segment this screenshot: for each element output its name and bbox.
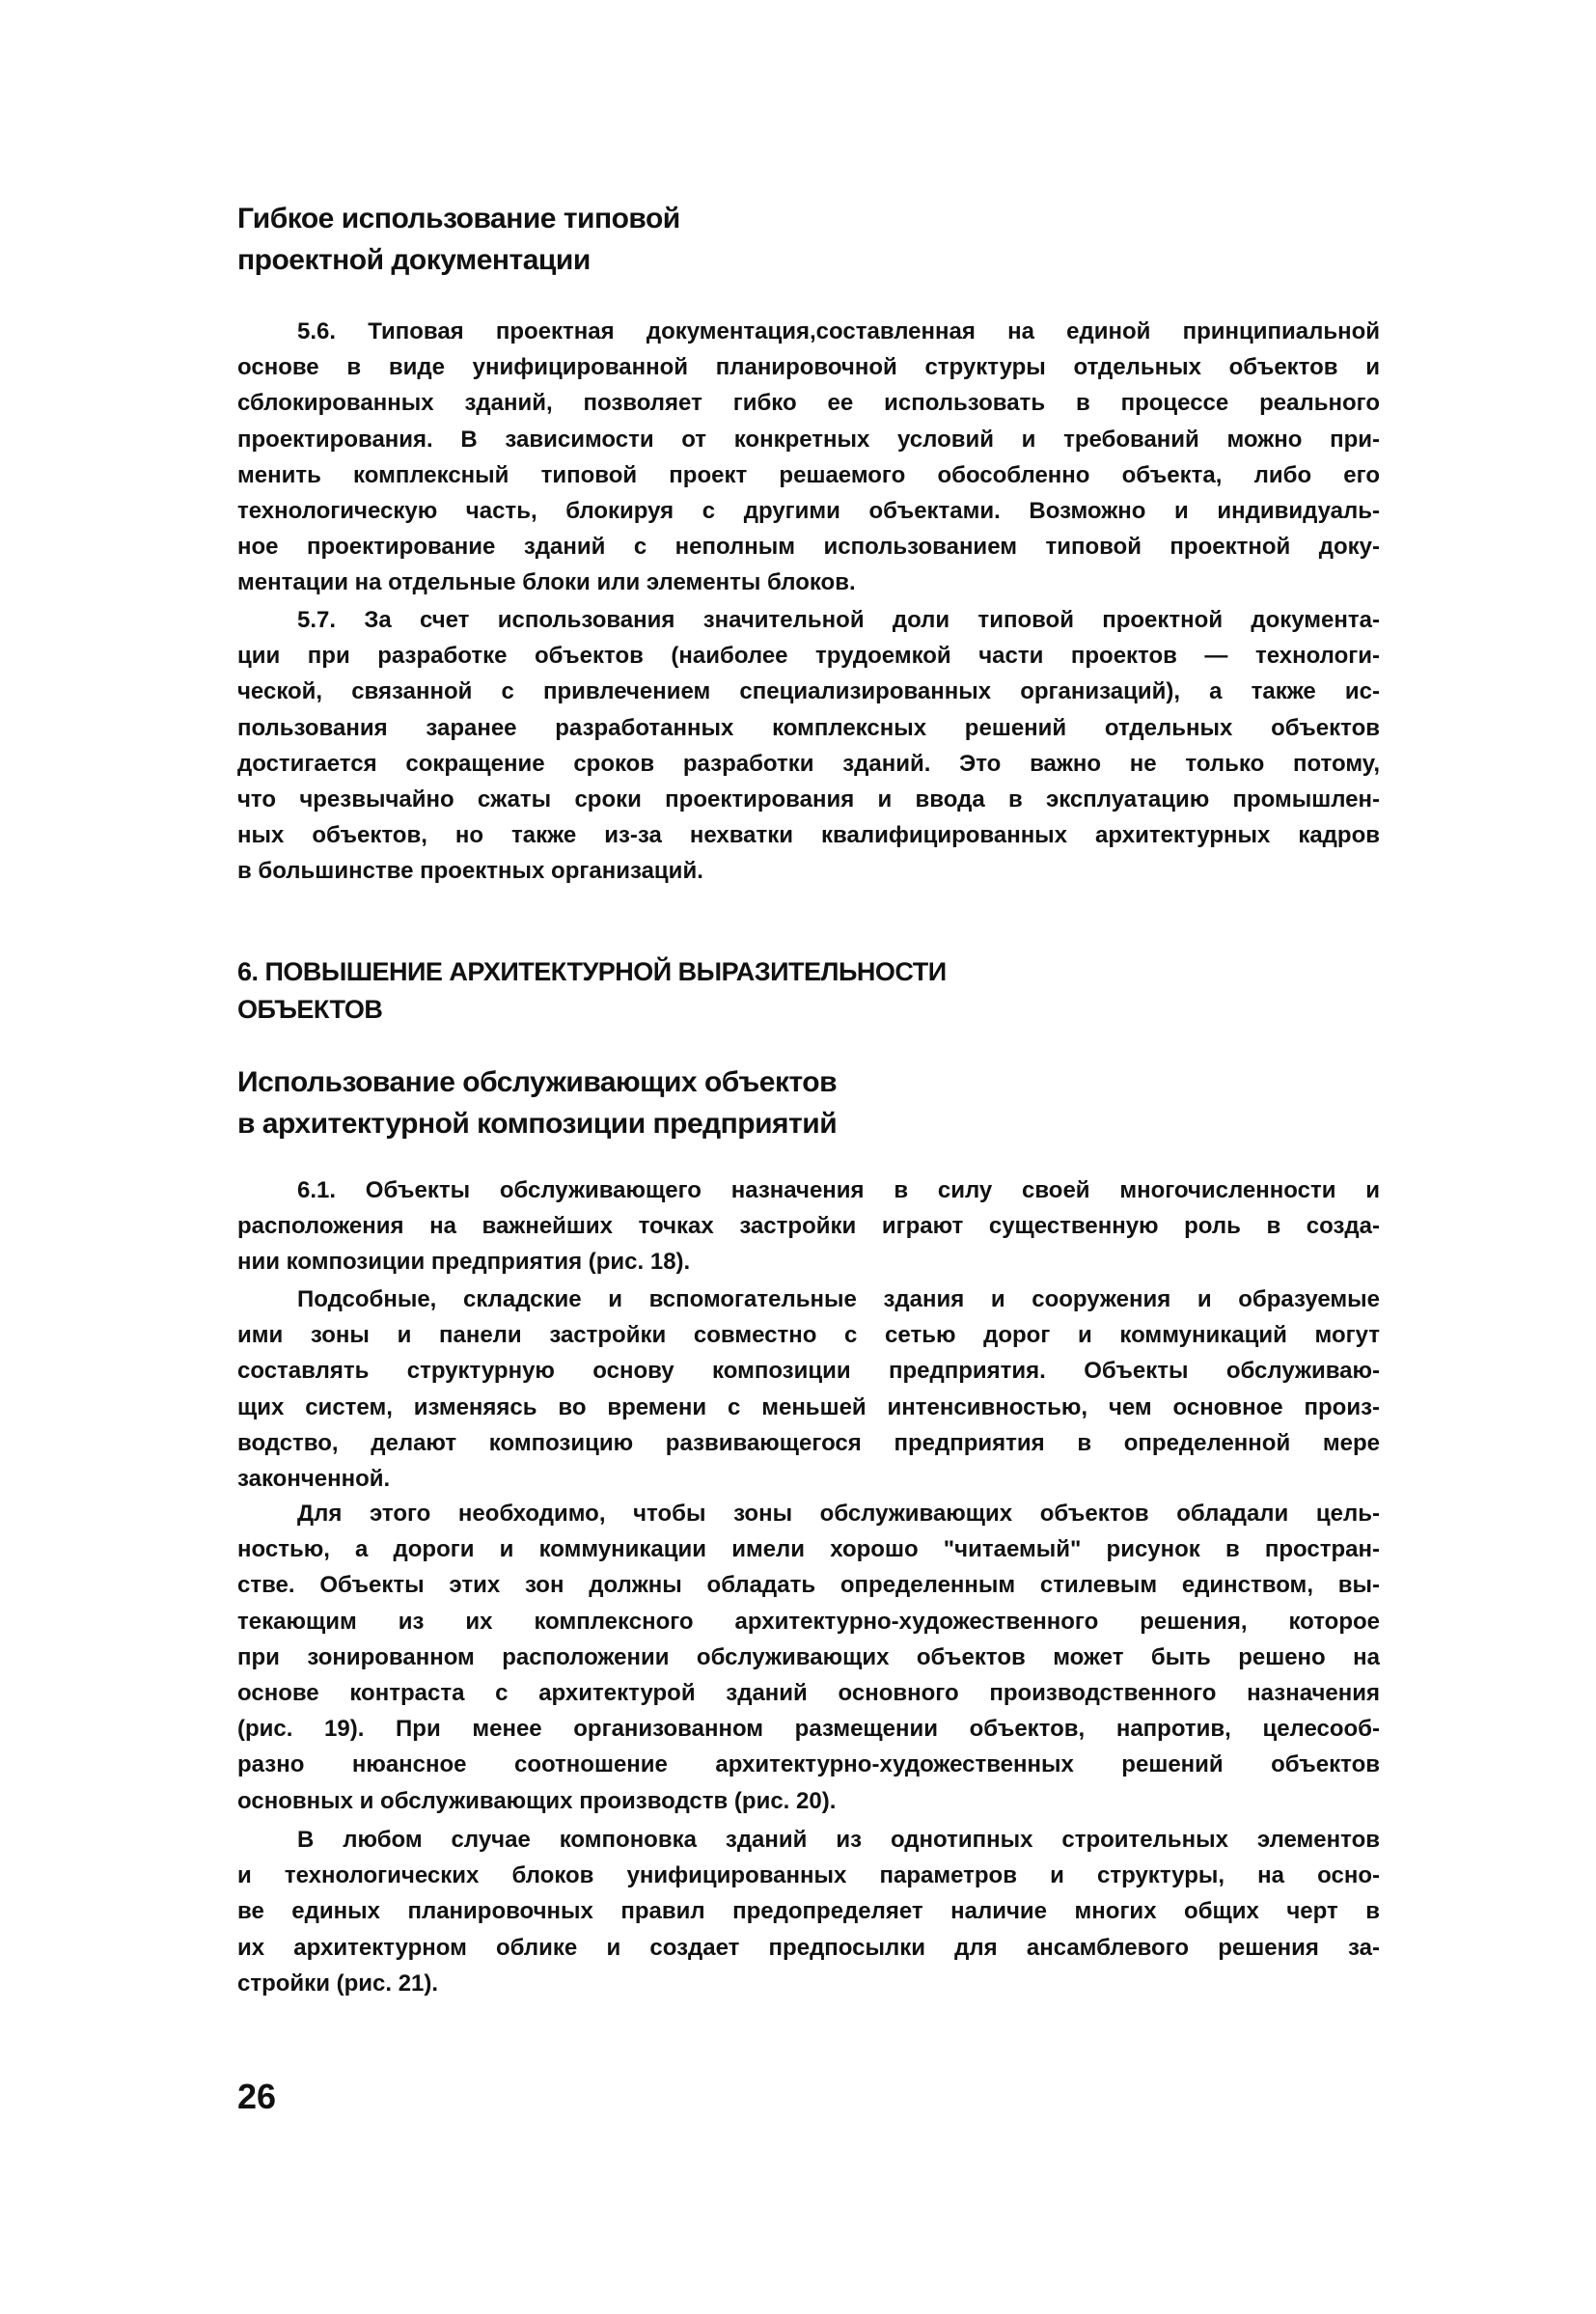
text-line: при зонированном расположении обслуживающих объектов может быть решено на xyxy=(237,1643,1380,1670)
heading-line: 6. ПОВЫШЕНИЕ АРХИТЕКТУРНОЙ ВЫРАЗИТЕЛЬНОСТИ xyxy=(237,957,947,986)
text-line: ных объектов, но также из-за нехватки квалифицированных архитектурных кадров xyxy=(237,822,1380,849)
text-line: стройки (рис. 21). xyxy=(237,1970,439,1997)
text-line: сблокированных зданий, позволяет гибко ее использовать в процессе реального xyxy=(237,390,1380,417)
paragraph-5-7 xyxy=(237,602,1380,890)
text-line: законченной. xyxy=(237,1465,391,1492)
text-line: достигается сокращение сроков разработки зданий. Это важно не только потому, xyxy=(237,750,1380,777)
text-line: проектирования. В зависимости от конкретных условий и требований можно при- xyxy=(237,426,1380,453)
text-line: ментации на отдельные блоки или элементы блоков. xyxy=(237,569,856,596)
text-line: расположения на важнейших точках застройки играют существенную роль в созда- xyxy=(237,1213,1380,1240)
text-line: основе контраста с архитектурой зданий основного производственного назначения xyxy=(237,1679,1380,1706)
heading-service-objects xyxy=(237,1061,837,1144)
text-line: (рис. 19). При менее организованном размещении объектов, напротив, целесооб- xyxy=(237,1716,1380,1743)
text-line: технологическую часть, блокируя с другими объектами. Возможно и индивидуаль- xyxy=(237,497,1380,524)
heading-line: Гибкое использование типовой xyxy=(237,203,680,234)
text-line: ве единых планировочных правил предопределяет наличие многих общих черт в xyxy=(237,1898,1380,1925)
text-line: 6.1. Объекты обслуживающего назначения в силу своей многочисленности и xyxy=(297,1177,1380,1203)
text-line: их архитектурном облике и создает предпосылки для ансамблевого решения за- xyxy=(237,1934,1380,1961)
text-line: Для этого необходимо, чтобы зоны обслуживающих объектов обладали цель- xyxy=(297,1501,1380,1527)
text-line: составлять структурную основу композиции предприятия. Объекты обслуживаю- xyxy=(237,1358,1380,1385)
text-line: пользования заранее разработанных комплексных решений отдельных объектов xyxy=(237,714,1380,741)
text-line: текающим из их комплексного архитектурно-художественного решения, которое xyxy=(237,1608,1380,1635)
heading-line: Использование обслуживающих объектов xyxy=(237,1066,838,1098)
heading-line: проектной документации xyxy=(237,244,591,276)
text-line: основных и обслуживающих производств (рис. 20). xyxy=(237,1787,837,1814)
text-line: ное проектирование зданий с неполным использованием типовой проектной доку- xyxy=(237,534,1380,561)
text-line: В любом случае компоновка зданий из однотипных строительных элементов xyxy=(297,1827,1380,1853)
text-line: ностью, а дороги и коммуникации имели хорошо "читаемый" рисунок в простран- xyxy=(237,1536,1380,1563)
text-line: нии композиции предприятия (рис. 18). xyxy=(237,1249,691,1276)
heading-line: ОБЪЕКТОВ xyxy=(237,995,383,1024)
text-line: щих систем, изменяясь во времени с меньшей интенсивностью, чем основное произ- xyxy=(237,1393,1380,1420)
paragraph-6-1 xyxy=(237,1172,1380,1281)
paragraph-ensemble xyxy=(237,1822,1380,2001)
text-line: менить комплексный типовой проект решаемого обособленно объекта, либо его xyxy=(237,461,1380,488)
page-number: 26 xyxy=(237,2077,277,2116)
text-line: 5.6. Типовая проектная документация,составленная на единой принципиальной xyxy=(297,318,1380,344)
heading-line: в архитектурной композиции предприятий xyxy=(237,1108,838,1140)
text-line: основе в виде унифицированной планировочной структуры отдельных объектов и xyxy=(237,354,1380,381)
text-line: в большинстве проектных организаций. xyxy=(237,858,703,885)
text-line: и технологических блоков унифицированных параметров и структуры, на осно- xyxy=(237,1862,1380,1889)
paragraph-5-6 xyxy=(237,314,1380,601)
section-6-heading xyxy=(237,953,947,1029)
text-line: Подсобные, складские и вспомогательные здания и сооружения и образуемые xyxy=(297,1286,1380,1312)
text-line: ими зоны и панели застройки совместно с сетью дорог и коммуникаций могут xyxy=(237,1322,1380,1349)
text-line: ции при разработке объектов (наиболее трудоемкой части проектов — технологи- xyxy=(237,643,1380,670)
text-line: разно нюансное соотношение архитектурно-художественных решений объектов xyxy=(237,1751,1380,1778)
heading-flexible-use xyxy=(237,198,680,281)
text-line: водство, делают композицию развивающегося предприятия в определенной мере xyxy=(237,1429,1380,1456)
text-line: ческой, связанной с привлечением специализированных организаций), а также ис- xyxy=(237,678,1380,705)
paragraph-auxiliary-buildings xyxy=(237,1281,1380,1497)
paragraph-zone-integrity xyxy=(237,1496,1380,1819)
text-line: 5.7. За счет использования значительной доли типовой проектной документа- xyxy=(297,607,1380,633)
text-line: стве. Объекты этих зон должны обладать определенным стилевым единством, вы- xyxy=(237,1572,1380,1599)
text-line: что чрезвычайно сжаты сроки проектирования и ввода в эксплуатацию промышлен- xyxy=(237,785,1380,813)
